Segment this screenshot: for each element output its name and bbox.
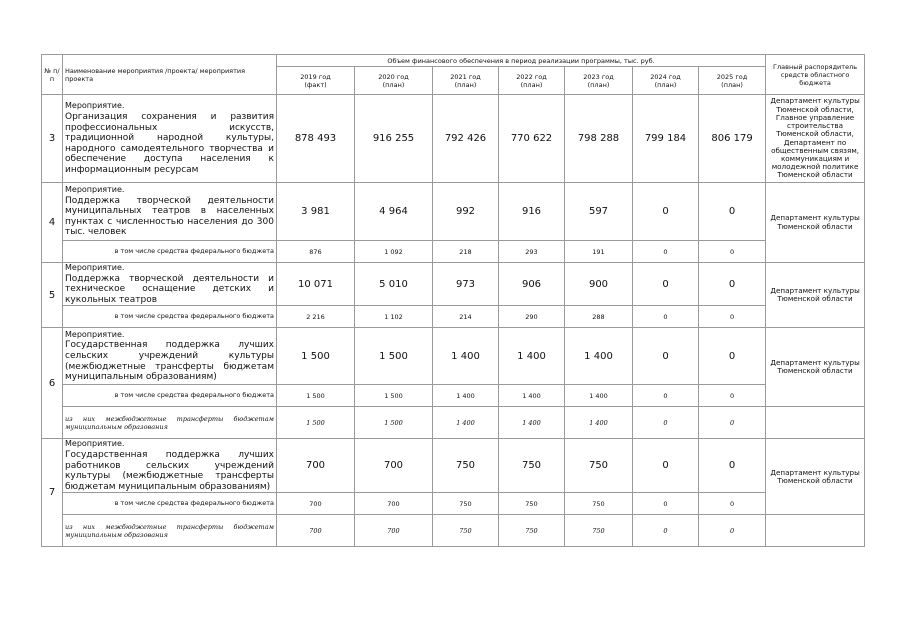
finance-value: 750 [565, 439, 633, 493]
finance-value: 798 288 [565, 95, 633, 183]
activity-label: Мероприятие. [65, 329, 125, 339]
activity-name-cell [63, 95, 277, 183]
federal-value: 750 [499, 493, 565, 515]
federal-value: 191 [565, 241, 633, 263]
year-header [433, 67, 499, 95]
federal-value: 0 [699, 493, 766, 515]
distributor: Департамент культуры Тюменской области [766, 439, 865, 515]
federal-value: 1 102 [355, 306, 433, 328]
year-label: 2023 год [583, 72, 614, 81]
finance-value: 806 179 [699, 95, 766, 183]
activity-label: Мероприятие. [65, 263, 125, 272]
federal-value: 0 [633, 306, 699, 328]
federal-value: 0 [633, 493, 699, 515]
finance-value: 916 255 [355, 95, 433, 183]
federal-label: в том числе средства федерального бюджета [63, 493, 277, 515]
year-header [565, 67, 633, 95]
transfer-value: 0 [633, 515, 699, 547]
table-row [42, 263, 865, 306]
finance-value: 1 400 [499, 328, 565, 385]
transfer-value: 750 [499, 515, 565, 547]
federal-value: 293 [499, 241, 565, 263]
year-header [633, 67, 699, 95]
federal-label: в том числе средства федерального бюджета [63, 241, 277, 263]
year-kind: (план) [587, 80, 610, 89]
finance-value: 792 426 [433, 95, 499, 183]
finance-value: 1 400 [565, 328, 633, 385]
activity-name: Поддержка творческой деятельности муниципальных театров в населенных пунктах с численностью населения до 300 тыс. человек [65, 195, 274, 238]
federal-value: 1 500 [355, 385, 433, 407]
activity-name-cell [63, 183, 277, 241]
transfer-value: 1 500 [277, 407, 355, 439]
year-header [499, 67, 565, 95]
table-row [42, 183, 865, 241]
finance-value: 0 [633, 439, 699, 493]
activity-label: Мероприятие. [65, 101, 125, 111]
row-number: 5 [42, 263, 63, 328]
finance-value: 597 [565, 183, 633, 241]
activity-name: Поддержка творческой деятельности и техническое оснащение детских и кукольных театров [65, 273, 274, 305]
federal-row [42, 493, 865, 515]
transfer-value: 750 [565, 515, 633, 547]
transfer-value: 750 [433, 515, 499, 547]
year-kind: (план) [721, 80, 743, 89]
row-number: 3 [42, 95, 63, 183]
federal-value: 2 216 [277, 306, 355, 328]
activity-label: Мероприятие. [65, 185, 125, 195]
year-label: 2021 год [450, 72, 481, 81]
year-kind: (план) [654, 80, 677, 89]
year-label: 2020 год [378, 72, 409, 81]
finance-value: 0 [699, 183, 766, 241]
federal-label: в том числе средства федерального бюджета [63, 385, 277, 407]
distributor: Департамент культуры Тюменской области, Главное управление строительства Тюменской области, Департамент по общественным связям, коммуникациям и молодежной политике Тюменской области [766, 95, 865, 183]
finance-value: 0 [633, 328, 699, 385]
year-header [277, 67, 355, 95]
federal-value: 0 [699, 241, 766, 263]
finance-value: 5 010 [355, 263, 433, 306]
federal-value: 0 [699, 306, 766, 328]
finance-value: 700 [277, 439, 355, 493]
federal-label: в том числе средства федерального бюджета [63, 306, 277, 328]
year-header [355, 67, 433, 95]
table-row [42, 328, 865, 385]
federal-row [42, 385, 865, 407]
activity-label: Мероприятие. [65, 439, 125, 449]
transfer-value: 700 [355, 515, 433, 547]
table-row [42, 95, 865, 183]
finance-value: 878 493 [277, 95, 355, 183]
row-number: 4 [42, 183, 63, 263]
federal-value: 700 [277, 493, 355, 515]
header-finance: Объем финансового обеспечения в период реализации программы, тыс. руб. [277, 55, 766, 67]
financing-table [41, 54, 865, 547]
federal-value: 1 500 [277, 385, 355, 407]
activity-name: Государственная поддержка лучших работников сельских учреждений культуры (межбюджетные трансферты бюджетам муниципальным образованиям) [65, 449, 274, 492]
federal-row [42, 241, 865, 263]
finance-value: 770 622 [499, 95, 565, 183]
federal-row [42, 306, 865, 328]
year-label: 2025 год [716, 72, 748, 81]
transfer-row [42, 515, 865, 547]
federal-value: 1 400 [499, 385, 565, 407]
header-distributor: Главный распорядитель средств областного бюджета [766, 55, 865, 95]
year-label: 2022 год [516, 72, 547, 81]
federal-value: 876 [277, 241, 355, 263]
federal-value: 1 400 [565, 385, 633, 407]
finance-value: 750 [499, 439, 565, 493]
transfer-value: 1 400 [433, 407, 499, 439]
transfer-value: 0 [633, 407, 699, 439]
distributor: Департамент культуры Тюменской области [766, 263, 865, 328]
finance-value: 10 071 [277, 263, 355, 306]
activity-name: Государственная поддержка лучших сельских учреждений культуры (межбюджетные трансферты бюджетам муниципальным образованиям) [65, 340, 274, 383]
distributor: Департамент культуры Тюменской области [766, 328, 865, 407]
header-name: Наименование мероприятия /проекта/ мероприятия проекта [63, 55, 277, 95]
federal-value: 700 [355, 493, 433, 515]
year-label: 2024 год [650, 72, 681, 81]
finance-value: 750 [433, 439, 499, 493]
finance-value: 0 [633, 263, 699, 306]
activity-name-cell [63, 439, 277, 493]
transfer-value: 1 400 [499, 407, 565, 439]
transfer-label: из них межбюджетные трансферты бюджетам муниципальным образования [63, 515, 277, 547]
finance-value: 916 [499, 183, 565, 241]
transfer-value: 700 [277, 515, 355, 547]
finance-value: 0 [633, 183, 699, 241]
empty-distributor-cell [766, 407, 865, 439]
federal-value: 218 [433, 241, 499, 263]
finance-value: 799 184 [633, 95, 699, 183]
federal-value: 1 092 [355, 241, 433, 263]
finance-value: 906 [499, 263, 565, 306]
transfer-value: 1 500 [355, 407, 433, 439]
federal-value: 214 [433, 306, 499, 328]
finance-value: 992 [433, 183, 499, 241]
activity-name-cell [63, 328, 277, 385]
year-header [699, 67, 766, 95]
year-kind: (план) [454, 80, 477, 89]
federal-value: 1 400 [433, 385, 499, 407]
finance-value: 1 500 [277, 328, 355, 385]
year-kind: (план) [382, 80, 405, 89]
finance-value: 3 981 [277, 183, 355, 241]
finance-value: 700 [355, 439, 433, 493]
finance-value: 973 [433, 263, 499, 306]
year-kind: (план) [520, 80, 543, 89]
transfer-value: 0 [699, 407, 766, 439]
row-number: 6 [42, 328, 63, 439]
activity-name: Организация сохранения и развития профессиональных искусств, традиционной народной культуры, народного самодеятельного творчества и обеспечение доступа населения к информационным ресурсам [65, 112, 274, 175]
table-row [42, 439, 865, 493]
finance-value: 1 400 [433, 328, 499, 385]
activity-name-cell [63, 263, 277, 306]
federal-value: 750 [565, 493, 633, 515]
empty-distributor-cell [766, 515, 865, 547]
transfer-value: 1 400 [565, 407, 633, 439]
row-number: 7 [42, 439, 63, 547]
federal-value: 0 [699, 385, 766, 407]
year-label: 2019 год [300, 72, 331, 81]
federal-value: 0 [633, 385, 699, 407]
header-number: № п/п [42, 55, 63, 95]
finance-value: 4 964 [355, 183, 433, 241]
federal-value: 0 [633, 241, 699, 263]
finance-value: 900 [565, 263, 633, 306]
finance-value: 0 [699, 328, 766, 385]
finance-value: 1 500 [355, 328, 433, 385]
finance-value: 0 [699, 439, 766, 493]
transfer-label: из них межбюджетные трансферты бюджетам муниципальным образования [63, 407, 277, 439]
federal-value: 288 [565, 306, 633, 328]
year-kind: (факт) [304, 80, 327, 89]
transfer-row [42, 407, 865, 439]
federal-value: 290 [499, 306, 565, 328]
finance-value: 0 [699, 263, 766, 306]
distributor: Департамент культуры Тюменской области [766, 183, 865, 263]
transfer-value: 0 [699, 515, 766, 547]
federal-value: 750 [433, 493, 499, 515]
